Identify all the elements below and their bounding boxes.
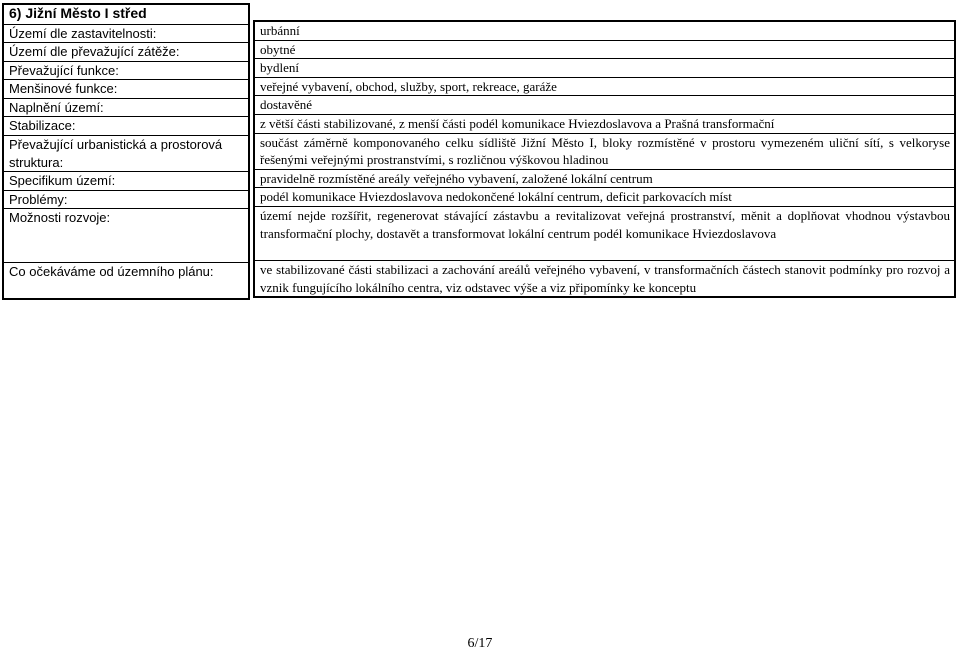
value-prevazujici-funkce: bydlení [254,59,955,78]
value-specifikum: pravidelně rozmístěné areály veřejného vybavení, založené lokální centrum [254,169,955,188]
values-table [253,20,956,298]
value-naplneni: dostavěné [254,96,955,115]
label-ocekavani: Co očekáváme od územního plánu: [3,263,249,299]
value-moznosti-rozvoje: území nejde rozšířit, regenerovat stávající zástavbu a revitalizovat veřejná prostranství, měnit a doplňovat vhodnou výstavbou transformační plochy, dostavět a transformovat lokální centrum podél komunikace Hviezdoslavova [254,206,955,260]
label-prevazujici-funkce: Převažující funkce: [3,61,249,80]
labels-table [2,3,250,300]
label-specifikum: Specifikum území: [3,172,249,191]
label-problemy: Problémy: [3,190,249,209]
value-stabilizace: z větší části stabilizované, z menší části podél komunikace Hviezdoslavova a Prašná transformační [254,114,955,133]
label-zastavitelnost: Území dle zastavitelnosti: [3,24,249,43]
label-struktura: Převažující urbanistická a prostorová struktura: [3,136,249,172]
label-stabilizace: Stabilizace: [3,117,249,136]
value-zatez: obytné [254,40,955,59]
section-title: 6) Jižní Město I střed [3,4,249,24]
label-zatez: Území dle převažující zátěže: [3,43,249,62]
value-ocekavani: ve stabilizované části stabilizaci a zachování areálů veřejného vybavení, v transformačních částech stanovit podmínky pro rozvoj a vznik fungujícího lokálního centra, viz odstavec výše a viz připomínky ke konceptu [254,260,955,297]
value-zastavitelnost: urbánní [254,21,955,40]
label-mensinove-funkce: Menšinové funkce: [3,80,249,99]
value-mensinove-funkce: veřejné vybavení, obchod, služby, sport, rekreace, garáže [254,77,955,96]
document-tables [2,3,957,300]
label-moznosti-rozvoje: Možnosti rozvoje: [3,209,249,263]
value-struktura: součást záměrně komponovaného celku sídliště Jižní Město I, bloky rozmístěné v prostoru vymezeném uliční sítí, s velkoryse řešenými veřejnými prostranstvími, s rozličnou výškovou hladinou [254,133,955,169]
page-number: 6/17 [467,636,493,651]
value-problemy: podél komunikace Hviezdoslavova nedokončené lokální centrum, deficit parkovacích míst [254,188,955,207]
label-naplneni: Naplnění území: [3,98,249,117]
